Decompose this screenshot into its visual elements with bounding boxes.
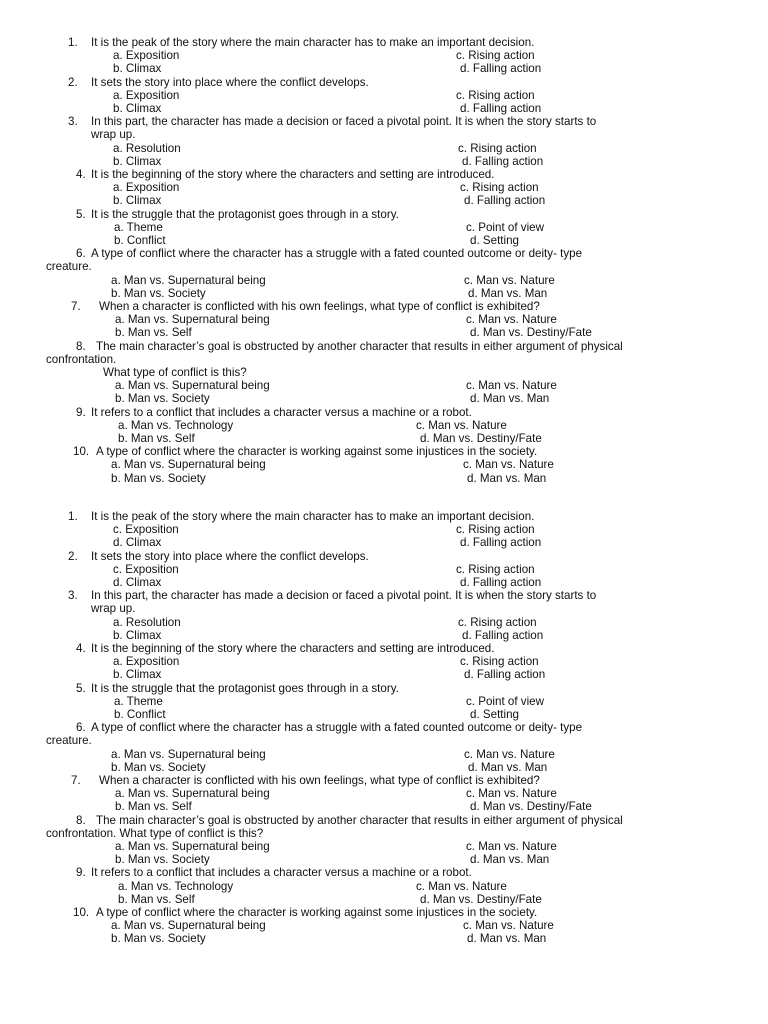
question-number: 2. — [68, 549, 78, 563]
answer-choice: b. Climax — [113, 194, 162, 208]
answer-choice: b. Man vs. Society — [111, 760, 206, 774]
answer-choice: c. Man vs. Nature — [466, 787, 557, 801]
answer-choice: c. Rising action — [460, 181, 539, 195]
answer-choice: a. Resolution — [113, 615, 181, 629]
answer-choice: a. Exposition — [113, 655, 180, 669]
answer-choice: b. Man vs. Society — [111, 471, 206, 485]
answer-choice: d. Setting — [470, 234, 519, 247]
answer-choice: b. Climax — [113, 154, 162, 168]
answer-choice: b. Man vs. Self — [118, 432, 195, 445]
answer-choice: b. Man vs. Society — [111, 286, 206, 300]
answer-choice: a. Man vs. Technology — [118, 418, 234, 432]
answer-choice: b. Climax — [113, 668, 162, 682]
question-number: 1. — [68, 36, 78, 49]
answer-choice: a. Man vs. Supernatural being — [111, 747, 266, 761]
question-prompt: wrap up. — [91, 128, 136, 142]
answer-choice: c. Man vs. Nature — [464, 747, 555, 761]
question-prompt: A type of conflict where the character is working against some injustices in the society. — [96, 445, 538, 459]
answer-choice: c. Exposition — [113, 562, 179, 576]
answer-choice: d. Man vs. Man — [468, 760, 548, 774]
question-prompt: What type of conflict is this? — [103, 366, 247, 379]
question-prompt: The main character’s goal is obstructed by another character that results in either argument of physical — [96, 813, 623, 827]
question-number: 3. — [68, 115, 78, 129]
question-number: 1. — [68, 510, 78, 523]
answer-choice: d. Falling action — [460, 102, 542, 115]
answer-choice: d. Man vs. Man — [467, 932, 547, 946]
question-prompt: confrontation. What type of conflict is this? — [46, 826, 264, 840]
answer-choice: c. Rising action — [460, 655, 539, 669]
question-number: 9. — [76, 405, 86, 419]
answer-choice: c. Man vs. Nature — [463, 919, 554, 933]
question-prompt: A type of conflict where the character has a struggle with a fated counted outcome or deity- type — [91, 247, 583, 261]
answer-choice: a. Man vs. Supernatural being — [115, 840, 270, 853]
question-number: 4. — [76, 168, 86, 181]
answer-choice: b. Climax — [113, 628, 162, 642]
question-prompt: It is the peak of the story where the main character has to make an important decision. — [91, 510, 535, 523]
answer-choice: c. Point of view — [466, 220, 544, 234]
answer-choice: a. Resolution — [113, 141, 181, 155]
question-prompt: In this part, the character has made a decision or faced a pivotal point. It is when the story starts to — [91, 115, 597, 129]
answer-choice: d. Falling action — [464, 668, 546, 682]
answer-choice: c. Man vs. Nature — [463, 458, 554, 472]
question-prompt: When a character is conflicted with his own feelings, what type of conflict is exhibited? — [99, 300, 540, 313]
answer-choice: a. Man vs. Supernatural being — [111, 273, 266, 287]
question-prompt: It sets the story into place where the conflict develops. — [91, 75, 369, 89]
answer-choice: d. Man vs. Destiny/Fate — [420, 432, 542, 445]
answer-choice: c. Man vs. Nature — [466, 840, 557, 853]
answer-choice: d. Climax — [113, 536, 162, 550]
question-prompt: It is the peak of the story where the main character has to make an important decision. — [91, 36, 535, 49]
answer-choice: c. Rising action — [458, 141, 537, 155]
answer-choice: d. Man vs. Destiny/Fate — [470, 326, 592, 340]
answer-choice: d. Man vs. Man — [470, 853, 550, 867]
question-prompt: It is the beginning of the story where the characters and setting are introduced. — [91, 168, 495, 181]
question-prompt: It is the beginning of the story where the characters and setting are introduced. — [91, 642, 495, 655]
answer-choice: d. Man vs. Destiny/Fate — [470, 800, 592, 814]
answer-choice: a. Man vs. Supernatural being — [111, 919, 266, 933]
question-number: 2. — [68, 75, 78, 89]
question-prompt: It refers to a conflict that includes a character versus a machine or a robot. — [91, 866, 472, 880]
answer-choice: c. Rising action — [456, 523, 535, 537]
question-prompt: It is the struggle that the protagonist goes through in a story. — [91, 681, 399, 695]
question-prompt: A type of conflict where the character is working against some injustices in the society. — [96, 906, 538, 919]
question-number: 8. — [76, 813, 86, 827]
question-number: 4. — [76, 642, 86, 655]
answer-choice: a. Theme — [114, 220, 163, 234]
answer-choice: d. Man vs. Destiny/Fate — [420, 892, 542, 906]
question-prompt: It is the struggle that the protagonist goes through in a story. — [91, 207, 399, 221]
answer-choice: a. Man vs. Supernatural being — [115, 313, 270, 327]
question-number: 6. — [76, 721, 86, 735]
answer-choice: d. Falling action — [462, 628, 544, 642]
question-number: 7. — [71, 300, 81, 313]
question-number: 5. — [76, 681, 86, 695]
question-number: 10. — [73, 906, 90, 919]
answer-choice: a. Exposition — [113, 49, 180, 63]
answer-choice: d. Falling action — [460, 62, 542, 76]
answer-choice: c. Point of view — [466, 694, 544, 708]
question-prompt: When a character is conflicted with his own feelings, what type of conflict is exhibited? — [99, 774, 540, 787]
answer-choice: d. Falling action — [460, 576, 542, 589]
question-prompt: creature. — [46, 734, 92, 748]
question-prompt: In this part, the character has made a decision or faced a pivotal point. It is when the story starts to — [91, 589, 597, 603]
answer-choice: b. Man vs. Society — [111, 932, 206, 946]
answer-choice: d. Falling action — [460, 536, 542, 550]
answer-choice: b. Man vs. Society — [115, 853, 210, 867]
answer-choice: b. Climax — [113, 102, 162, 115]
answer-choice: d. Man vs. Man — [468, 286, 548, 300]
answer-choice: a. Man vs. Technology — [118, 879, 234, 893]
answer-choice: c. Man vs. Nature — [416, 879, 507, 893]
answer-choice: b. Man vs. Self — [115, 800, 192, 814]
answer-choice: c. Rising action — [456, 49, 535, 63]
question-number: 6. — [76, 247, 86, 261]
answer-choice: c. Rising action — [456, 562, 535, 576]
question-prompt: It refers to a conflict that includes a character versus a machine or a robot. — [91, 405, 472, 419]
answer-choice: b. Man vs. Self — [115, 326, 192, 340]
question-number: 8. — [76, 339, 86, 353]
answer-choice: c. Rising action — [456, 88, 535, 102]
answer-choice: c. Man vs. Nature — [464, 273, 555, 287]
answer-choice: d. Man vs. Man — [467, 471, 547, 485]
answer-choice: a. Man vs. Supernatural being — [115, 379, 270, 393]
answer-choice: a. Man vs. Supernatural being — [115, 787, 270, 801]
answer-choice: b. Conflict — [114, 708, 166, 721]
question-number: 10. — [73, 445, 90, 459]
answer-choice: c. Rising action — [458, 615, 537, 629]
answer-choice: b. Man vs. Self — [118, 892, 195, 906]
answer-choice: b. Man vs. Society — [115, 392, 210, 406]
answer-choice: d. Setting — [470, 708, 519, 721]
question-prompt: The main character’s goal is obstructed by another character that results in either argument of physical — [96, 339, 623, 353]
question-prompt: A type of conflict where the character has a struggle with a fated counted outcome or deity- type — [91, 721, 583, 735]
answer-choice: b. Conflict — [114, 234, 166, 247]
answer-choice: d. Falling action — [462, 154, 544, 168]
answer-choice: c. Exposition — [113, 523, 179, 537]
answer-choice: c. Man vs. Nature — [466, 379, 557, 393]
question-prompt: creature. — [46, 260, 92, 274]
question-prompt: confrontation. — [46, 352, 117, 366]
question-number: 5. — [76, 207, 86, 221]
answer-choice: d. Climax — [113, 576, 162, 589]
answer-choice: a. Exposition — [113, 181, 180, 195]
answer-choice: a. Exposition — [113, 88, 180, 102]
answer-choice: d. Falling action — [464, 194, 546, 208]
answer-choice: a. Man vs. Supernatural being — [111, 458, 266, 472]
question-number: 3. — [68, 589, 78, 603]
answer-choice: d. Man vs. Man — [470, 392, 550, 406]
question-number: 7. — [71, 774, 81, 787]
answer-choice: c. Man vs. Nature — [466, 313, 557, 327]
question-prompt: wrap up. — [91, 602, 136, 616]
answer-choice: c. Man vs. Nature — [416, 418, 507, 432]
answer-choice: b. Climax — [113, 62, 162, 76]
question-prompt: It sets the story into place where the conflict develops. — [91, 549, 369, 563]
question-number: 9. — [76, 866, 86, 880]
answer-choice: a. Theme — [114, 694, 163, 708]
